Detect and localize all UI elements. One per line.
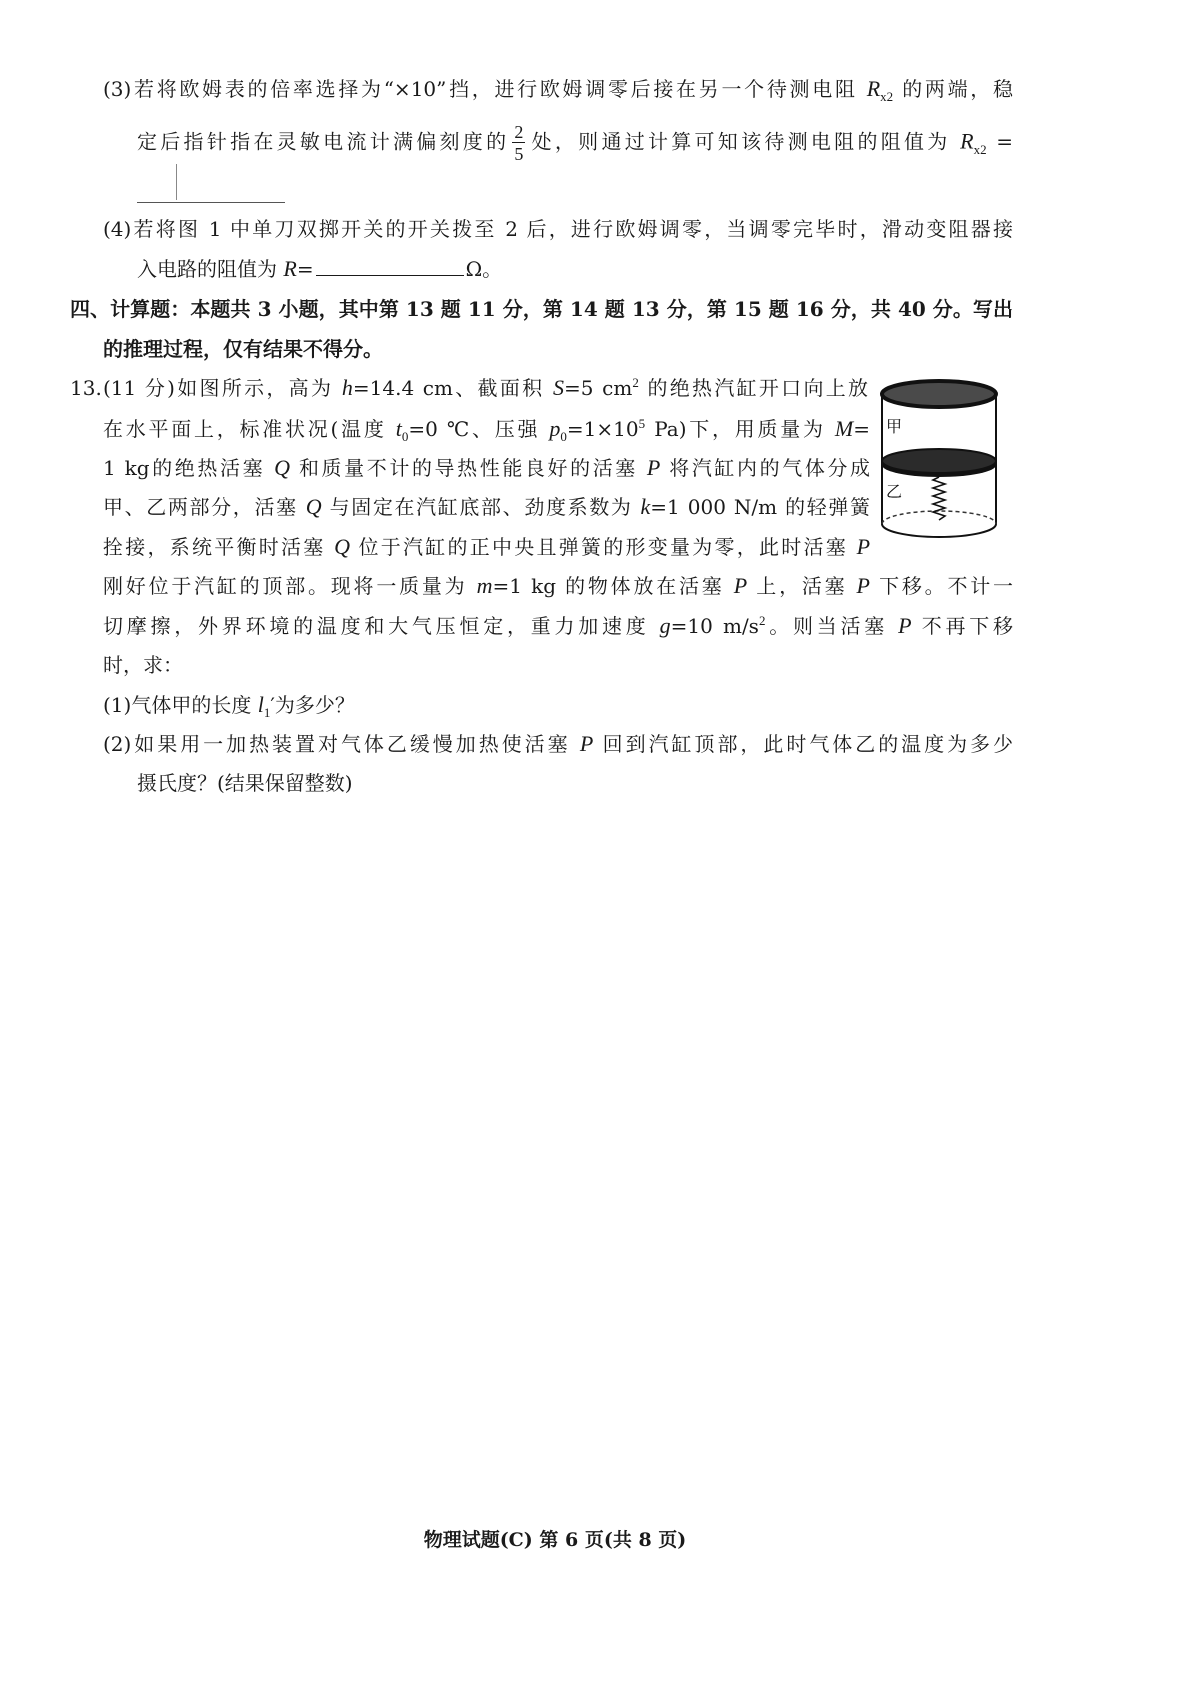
question-number: 13. xyxy=(70,376,102,400)
text-segment: =1 000 N/m 的轻弹簧 xyxy=(650,495,870,519)
q13-line-6 xyxy=(103,570,1013,602)
q12-part3-line-2 xyxy=(137,123,1013,163)
text-segment: 入电路的阻值为 xyxy=(137,257,284,281)
text-segment: (2)如果用一加热装置对气体乙缓慢加热使活塞 xyxy=(103,732,580,756)
superscript: 5 xyxy=(638,416,646,431)
page-footer: 物理试题(C) 第 6 页(共 8 页) xyxy=(423,1529,687,1551)
q13-line-5 xyxy=(103,531,870,563)
q13-subquestion-2-line-1 xyxy=(103,728,1013,760)
subscript: x2 xyxy=(880,89,894,104)
text-segment: 摄氏度？(结果保留整数) xyxy=(137,771,353,795)
label-gas-lower: 乙 xyxy=(885,482,903,501)
subscript: 0 xyxy=(560,429,567,444)
text-segment: 位于汽缸的正中央且弹簧的形变量为零，此时活塞 xyxy=(349,535,857,559)
spring xyxy=(933,477,945,520)
fraction xyxy=(512,123,525,163)
variable: P xyxy=(646,455,661,480)
text-segment: =5 cm xyxy=(564,376,633,400)
text-segment: 拴接，系统平衡时活塞 xyxy=(103,535,335,559)
text-segment: 不再下移 xyxy=(911,614,1013,638)
q12-part4-line-1: (4)若将图 1 中单刀双掷开关的开关拨至 2 后，进行欧姆调零，当调零完毕时，滑动变阻器接 xyxy=(103,217,1013,241)
variable: R xyxy=(283,256,297,281)
section-heading-line-1: 四、计算题：本题共 3 小题，其中第 13 题 11 分，第 14 题 13 分，第 15 题 16 分，共 40 分。写出 xyxy=(70,297,1013,321)
text-segment: 的绝热汽缸开口向上放 xyxy=(638,376,868,400)
answer-blank-line xyxy=(316,255,464,276)
variable: P xyxy=(856,534,870,559)
variable: R xyxy=(960,128,974,154)
text-segment: 定后指针指在灵敏电流计满偏刻度的 xyxy=(137,129,510,154)
answer-blank-mark xyxy=(176,164,177,200)
text-segment: =14.4 cm、截面积 xyxy=(352,376,554,400)
text-segment: 刚好位于汽缸的顶部。现将一质量为 xyxy=(103,574,477,598)
variable: P xyxy=(898,613,912,638)
variable: h xyxy=(341,375,353,400)
text-segment: = xyxy=(853,417,870,441)
text-segment: =0 ℃、压强 xyxy=(408,417,550,441)
text-segment: 回到汽缸顶部，此时气体乙的温度为多少 xyxy=(593,732,1013,756)
piston-q xyxy=(882,449,996,473)
text-segment: (1)气体甲的长度 xyxy=(103,693,258,717)
q13-subquestion-2-line-2 xyxy=(137,767,637,799)
text-segment: (11 分)如图所示，高为 xyxy=(103,376,342,400)
unit-text: Ω。 xyxy=(465,257,503,281)
text-segment: 处，则通过计算可知该待测电阻的阻值为 xyxy=(528,129,961,154)
text-segment: (3)若将欧姆表的倍率选择为“×10”挡，进行欧姆调零后接在另一个待测电阻 xyxy=(103,77,867,101)
variable: P xyxy=(856,573,870,598)
variable: P xyxy=(579,731,594,756)
variable: S xyxy=(553,375,565,400)
text-segment: 上，活塞 xyxy=(747,574,857,598)
subscript: 0 xyxy=(401,429,409,444)
q12-part4-line-2 xyxy=(137,253,737,285)
label-gas-upper: 甲 xyxy=(885,417,903,436)
variable: Q xyxy=(305,494,322,519)
variable: Q xyxy=(334,534,350,559)
text-segment: 。则当活塞 xyxy=(765,614,899,638)
text-segment: = xyxy=(986,129,1013,154)
variable: m xyxy=(476,573,493,598)
text-segment: 将汽缸内的气体分成 xyxy=(660,456,870,480)
q13-line-7 xyxy=(103,610,1013,642)
variable: k xyxy=(640,494,651,519)
superscript: 2 xyxy=(758,613,766,628)
variable: t xyxy=(395,416,402,441)
text-segment: 与固定在汽缸底部、劲度系数为 xyxy=(321,495,641,519)
cylinder-bottom-back-edge xyxy=(882,511,996,524)
variable: l xyxy=(257,692,264,717)
q12-part3-line-1 xyxy=(103,73,1013,105)
fraction-numerator: 2 xyxy=(514,123,524,142)
text-segment: ′为多少？ xyxy=(270,693,355,717)
subscript: 1 xyxy=(263,705,271,720)
answer-blank-line xyxy=(137,202,285,203)
text-segment: 在水平面上，标准状况(温度 xyxy=(103,417,396,441)
text-segment: 时，求： xyxy=(103,653,183,677)
text-segment: =1×10 xyxy=(566,417,639,441)
variable: M xyxy=(834,416,854,441)
variable: g xyxy=(659,613,671,638)
text-segment: 甲、乙两部分，活塞 xyxy=(103,495,306,519)
fraction-denominator: 5 xyxy=(514,144,524,163)
q13-line-2 xyxy=(103,413,870,445)
cylinder-bottom-front-edge xyxy=(882,524,996,537)
text-segment: 的两端，稳 xyxy=(893,77,1013,101)
variable: R xyxy=(866,76,881,101)
text-segment: 下移。不计一 xyxy=(869,574,1013,598)
text-segment: = xyxy=(296,257,314,281)
q13-line-4 xyxy=(103,491,870,523)
q13-line-3 xyxy=(103,452,870,484)
variable: p xyxy=(549,416,561,441)
variable: P xyxy=(733,573,748,598)
text-segment: 和质量不计的导热性能良好的活塞 xyxy=(290,456,647,480)
superscript: 2 xyxy=(632,375,639,390)
subscript: x2 xyxy=(973,141,987,157)
q13-line-8 xyxy=(103,649,503,681)
text-segment: 1 kg的绝热活塞 xyxy=(103,456,275,480)
text-segment: 切摩擦，外界环境的温度和大气压恒定，重力加速度 xyxy=(103,614,660,638)
cylinder-figure xyxy=(873,370,1005,548)
piston-p xyxy=(882,381,996,407)
text-segment: =10 m/s xyxy=(670,614,759,638)
q13-subquestion-1 xyxy=(103,689,603,721)
q13-line-1 xyxy=(103,372,868,404)
text-segment: Pa)下，用质量为 xyxy=(645,417,835,441)
section-heading-line-2: 的推理过程，仅有结果不得分。 xyxy=(103,337,383,361)
text-segment: =1 kg 的物体放在活塞 xyxy=(492,574,734,598)
variable: Q xyxy=(274,455,291,480)
